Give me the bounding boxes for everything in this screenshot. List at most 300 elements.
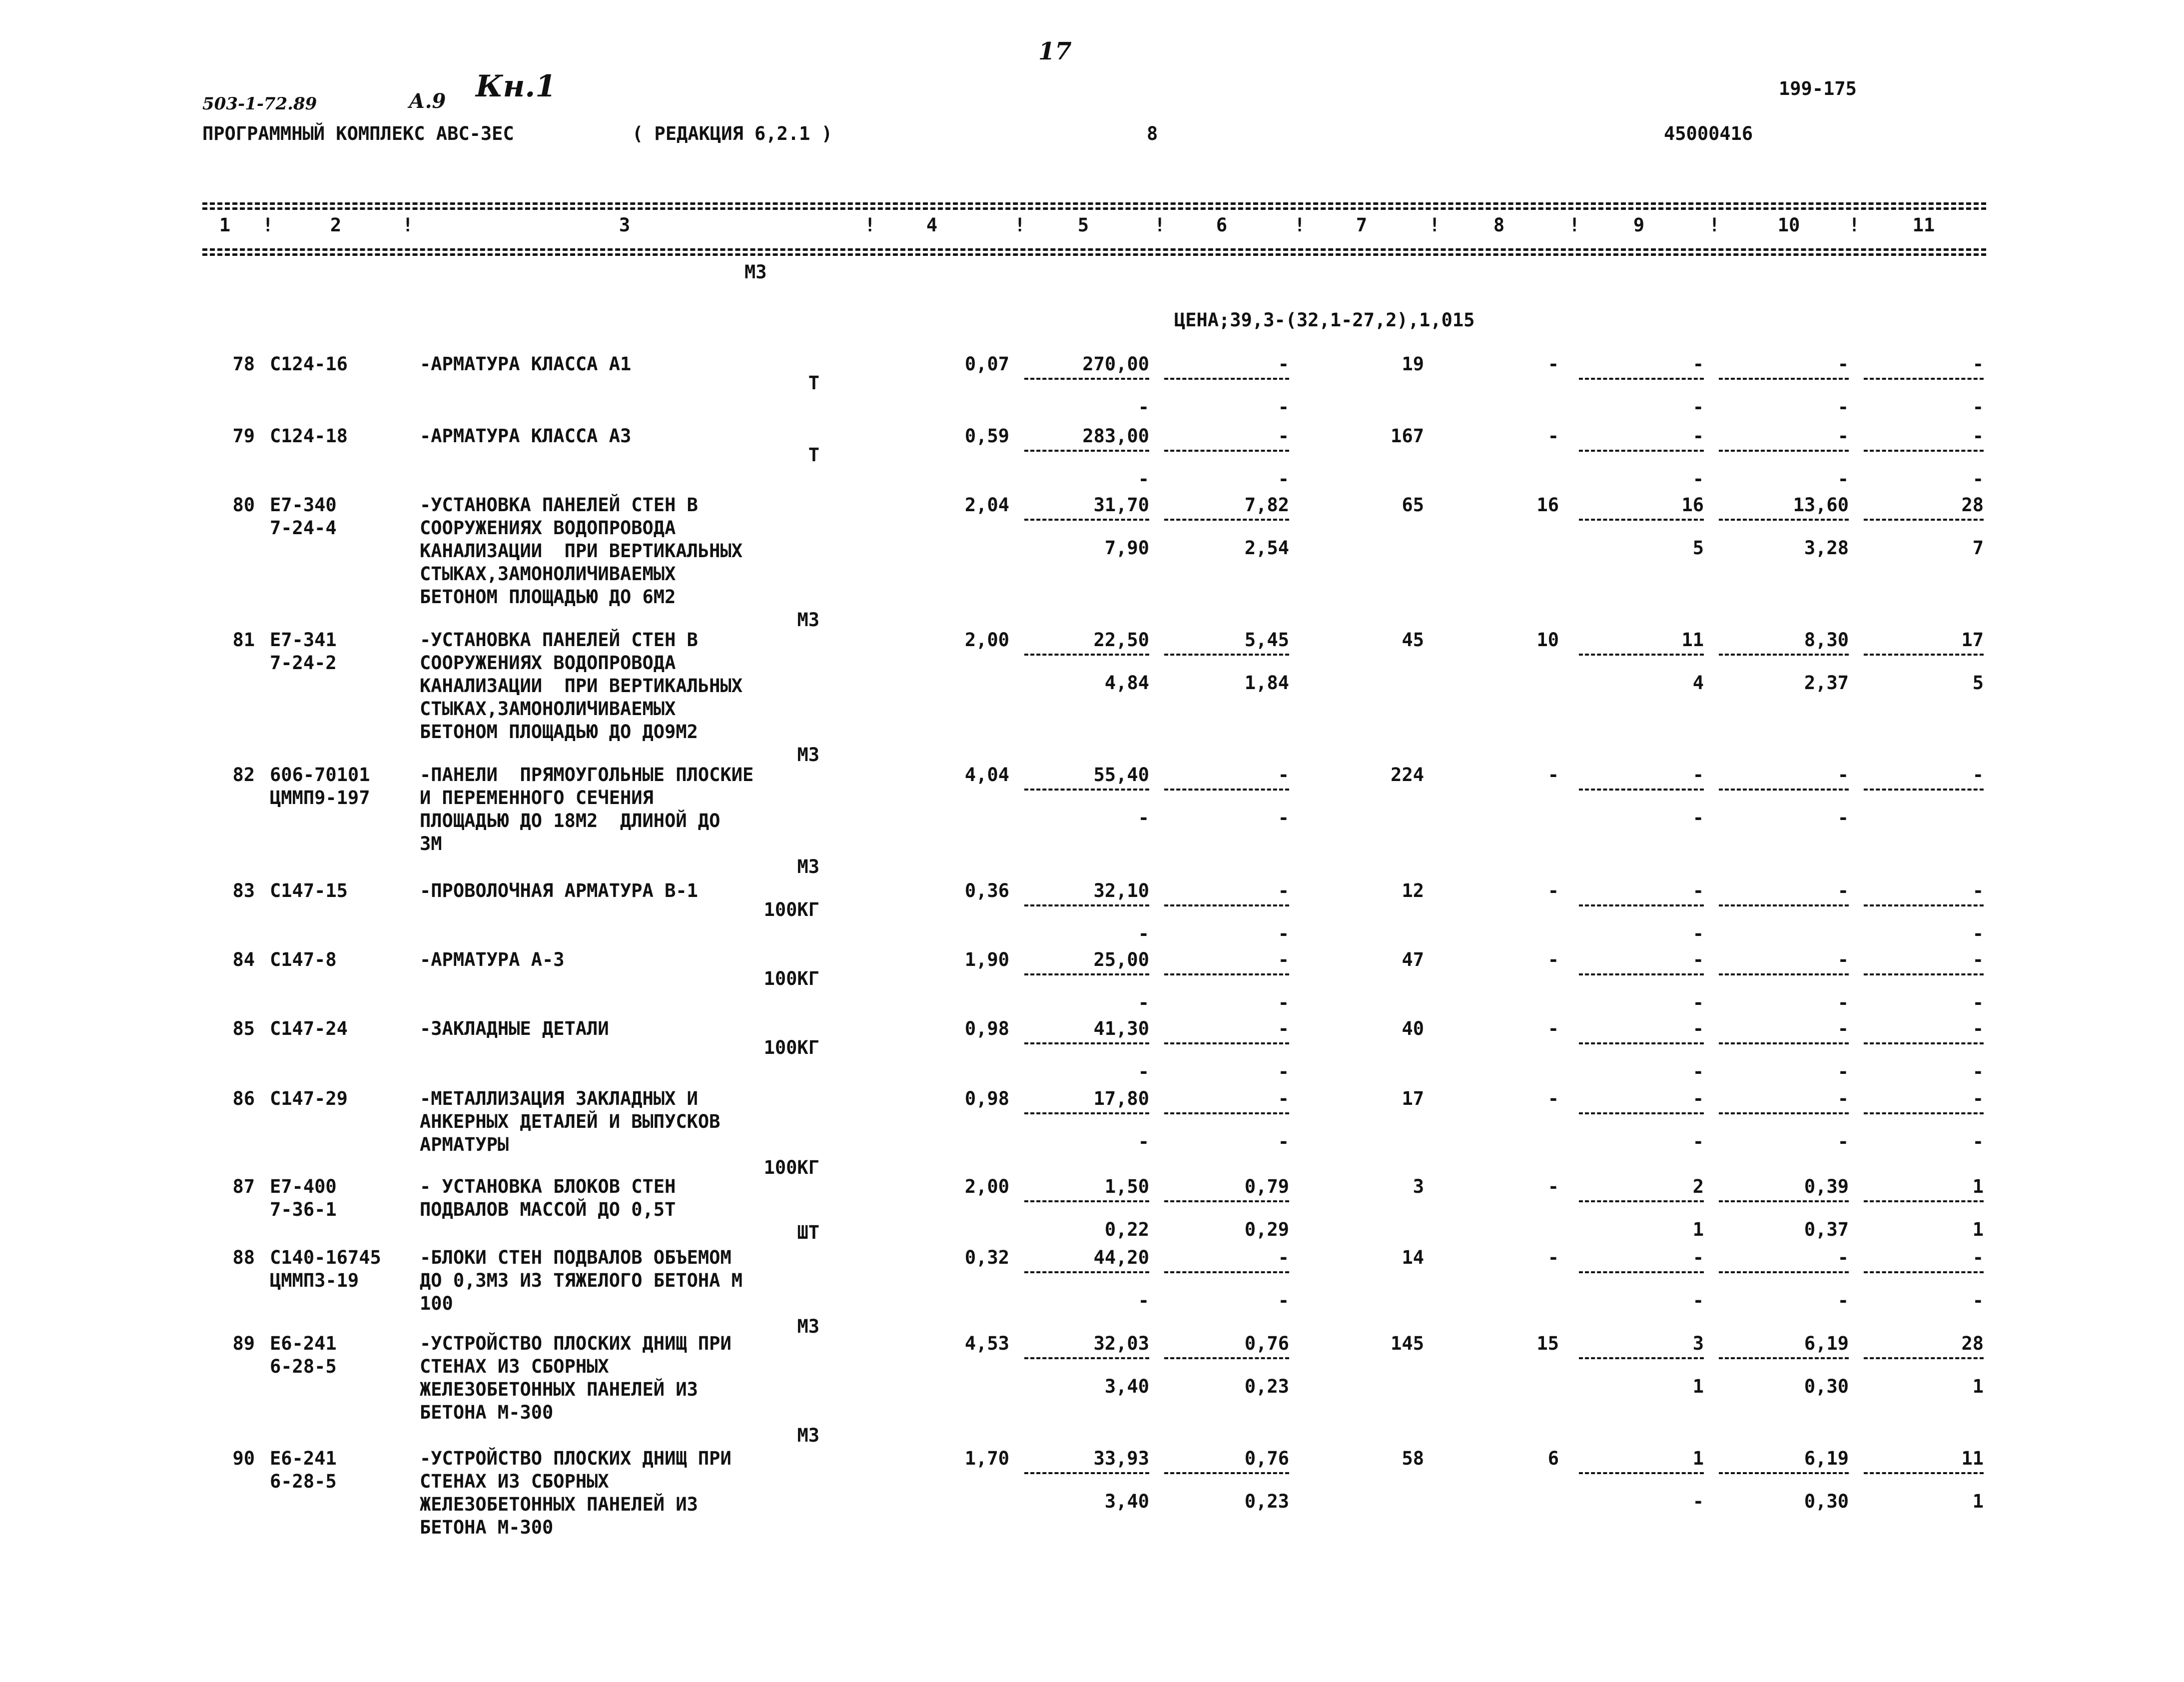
row-labor-unit: 6,19: [1804, 1333, 1849, 1354]
edition-label: ( РЕДАКЦИЯ 6,2.1 ): [632, 123, 832, 144]
fraction-line: [1164, 973, 1289, 975]
row-machine-cost-sub: -: [1692, 992, 1704, 1013]
row-machine-cost-sub: 5: [1692, 537, 1704, 559]
row-labor-total: -: [1972, 353, 1984, 375]
row-labor-unit-sub: -: [1837, 1131, 1849, 1152]
row-number: 78: [232, 353, 255, 375]
row-labor-total-sub: 1: [1972, 1376, 1984, 1397]
fraction-line: [1864, 1112, 1984, 1114]
row-unit: М3: [797, 1425, 819, 1446]
row-unit-price-sub: 3,40: [1104, 1376, 1149, 1397]
fraction-line: [1719, 904, 1849, 906]
row-code: 7-36-1: [270, 1199, 337, 1220]
row-machine-cost-sub: -: [1692, 396, 1704, 418]
row-wage-price: 7,82: [1244, 494, 1289, 516]
row-description: -МЕТАЛЛИЗАЦИЯ ЗАКЛАДНЫХ И: [420, 1088, 698, 1109]
fraction-line: [1579, 1271, 1704, 1273]
row-code: С147-29: [270, 1088, 348, 1109]
row-description: -БЛОКИ СТЕН ПОДВАЛОВ ОБЪЕМОМ: [420, 1247, 731, 1268]
column-header-10: 10: [1777, 214, 1800, 236]
row-code: 6-28-5: [270, 1356, 337, 1377]
row-unit-price-sub: 3,40: [1104, 1491, 1149, 1512]
fraction-line: [1579, 789, 1704, 791]
row-total-cost: 224: [1391, 764, 1424, 786]
row-wage-price-sub: -: [1278, 1061, 1289, 1082]
header-rule-top: [202, 202, 1986, 205]
row-code: ЦММП3-19: [270, 1270, 359, 1291]
row-machine-cost-sub: -: [1692, 923, 1704, 944]
fraction-line: [1719, 378, 1849, 380]
row-total-cost: 145: [1391, 1333, 1424, 1354]
row-labor-unit: -: [1837, 1018, 1849, 1039]
row-wage-price: 0,76: [1244, 1448, 1289, 1469]
column-header-1: 1: [219, 214, 231, 236]
fraction-line: [1164, 1271, 1289, 1273]
row-unit: 100КГ: [763, 1157, 819, 1178]
sheet-number: 8: [1147, 123, 1158, 144]
row-unit-price-sub: -: [1138, 992, 1149, 1013]
row-wage-price-sub: -: [1278, 1290, 1289, 1311]
row-unit-price: 41,30: [1093, 1018, 1149, 1039]
row-machine-cost-sub: -: [1692, 1131, 1704, 1152]
book-label: Кн.1: [476, 69, 556, 104]
column-separator: !: [1709, 214, 1720, 236]
row-total-cost: 40: [1402, 1018, 1424, 1039]
row-code: С140-16745: [270, 1247, 381, 1268]
row-wage-cost: -: [1547, 1088, 1559, 1109]
row-wage-price-sub: 0,29: [1244, 1219, 1289, 1240]
row-unit-price: 270,00: [1082, 353, 1149, 375]
row-wage-cost: -: [1547, 1247, 1559, 1268]
row-labor-total: -: [1972, 949, 1984, 970]
row-total-cost: 19: [1402, 353, 1424, 375]
row-machine-cost-sub: 1: [1692, 1219, 1704, 1240]
row-description: БЕТОНОМ ПЛОЩАДЬЮ ДО 6М2: [420, 586, 676, 608]
column-header-4: 4: [926, 214, 938, 236]
column-header-2: 2: [330, 214, 342, 236]
row-code: С124-18: [270, 425, 348, 447]
fraction-line: [1864, 654, 1984, 656]
row-number: 80: [232, 494, 255, 516]
row-unit-price-sub: -: [1138, 807, 1149, 829]
row-unit-price-sub: 7,90: [1104, 537, 1149, 559]
row-code: С147-24: [270, 1018, 348, 1039]
fraction-line: [1719, 1472, 1849, 1474]
row-code: ЦММП9-197: [270, 787, 370, 809]
fraction-line: [1579, 904, 1704, 906]
top-unit: М3: [744, 261, 767, 283]
row-unit-price-sub: -: [1138, 468, 1149, 490]
row-labor-unit: 0,39: [1804, 1176, 1849, 1197]
row-description: ЖЕЛЕЗОБЕТОННЫХ ПАНЕЛЕЙ ИЗ: [420, 1379, 698, 1400]
fraction-line: [1164, 378, 1289, 380]
row-description: И ПЕРЕМЕННОГО СЕЧЕНИЯ: [420, 787, 654, 809]
fraction-line: [1719, 1042, 1849, 1044]
fraction-line: [1864, 1042, 1984, 1044]
row-unit-price-sub: 0,22: [1104, 1219, 1149, 1240]
row-total-cost: 58: [1402, 1448, 1424, 1469]
row-unit: Т: [808, 444, 819, 466]
row-labor-unit-sub: -: [1837, 1061, 1849, 1082]
row-description: СТЫКАХ,ЗАМОНОЛИЧИВАЕМЫХ: [420, 563, 676, 585]
price-note: ЦЕНА;39,3-(32,1-27,2),1,015: [1174, 309, 1475, 331]
fraction-line: [1024, 1271, 1149, 1273]
row-wage-price-sub: -: [1278, 992, 1289, 1013]
column-separator: !: [1294, 214, 1306, 236]
row-machine-cost-sub: 4: [1692, 672, 1704, 694]
row-description: -УСТРОЙСТВО ПЛОСКИХ ДНИЩ ПРИ: [420, 1333, 731, 1354]
row-labor-unit-sub: 0,30: [1804, 1376, 1849, 1397]
row-machine-cost: -: [1692, 1088, 1704, 1109]
row-machine-cost-sub: -: [1692, 807, 1704, 829]
fraction-line: [1864, 378, 1984, 380]
row-number: 90: [232, 1448, 255, 1469]
row-quantity: 2,00: [964, 1176, 1009, 1197]
row-unit: 100КГ: [763, 899, 819, 920]
row-description: СООРУЖЕНИЯХ ВОДОПРОВОДА: [420, 652, 676, 674]
row-labor-unit: 13,60: [1793, 494, 1849, 516]
row-description: 100: [420, 1293, 453, 1314]
row-quantity: 0,07: [964, 353, 1009, 375]
row-labor-unit: -: [1837, 1247, 1849, 1268]
row-number: 88: [232, 1247, 255, 1268]
row-number: 83: [232, 880, 255, 901]
row-quantity: 1,70: [964, 1448, 1009, 1469]
fraction-line: [1579, 1112, 1704, 1114]
row-wage-price-sub: 2,54: [1244, 537, 1289, 559]
row-description: БЕТОНА М-300: [420, 1402, 554, 1423]
row-labor-unit-sub: -: [1837, 396, 1849, 418]
row-labor-total: 28: [1961, 1333, 1984, 1354]
row-labor-unit-sub: -: [1837, 992, 1849, 1013]
row-labor-total: 11: [1961, 1448, 1984, 1469]
row-code: Е7-341: [270, 629, 337, 651]
row-code: С147-15: [270, 880, 348, 901]
fraction-line: [1164, 1357, 1289, 1359]
row-total-cost: 65: [1402, 494, 1424, 516]
row-description: -УСТРОЙСТВО ПЛОСКИХ ДНИЩ ПРИ: [420, 1448, 731, 1469]
row-description: КАНАЛИЗАЦИИ ПРИ ВЕРТИКАЛЬНЫХ: [420, 540, 743, 562]
doc-code: 503-1-72.89: [202, 94, 317, 114]
fraction-line: [1719, 450, 1849, 452]
row-machine-cost-sub: -: [1692, 1061, 1704, 1082]
row-labor-unit-sub: -: [1837, 468, 1849, 490]
row-total-cost: 47: [1402, 949, 1424, 970]
row-machine-cost: 1: [1692, 1448, 1704, 1469]
row-description: - УСТАНОВКА БЛОКОВ СТЕН: [420, 1176, 676, 1197]
row-wage-price: -: [1278, 353, 1289, 375]
row-description: ЖЕЛЕЗОБЕТОННЫХ ПАНЕЛЕЙ ИЗ: [420, 1494, 698, 1515]
row-wage-price: -: [1278, 764, 1289, 786]
row-machine-cost: 3: [1692, 1333, 1704, 1354]
row-unit-price-sub: -: [1138, 923, 1149, 944]
row-labor-unit-sub: -: [1837, 1290, 1849, 1311]
row-unit: М3: [797, 1316, 819, 1337]
row-labor-total-sub: 1: [1972, 1219, 1984, 1240]
row-unit-price: 44,20: [1093, 1247, 1149, 1268]
row-total-cost: 12: [1402, 880, 1424, 901]
row-wage-price-sub: -: [1278, 1131, 1289, 1152]
page-mark: 17: [1038, 37, 1072, 65]
row-labor-total: -: [1972, 1088, 1984, 1109]
row-unit-price-sub: -: [1138, 396, 1149, 418]
row-code: С124-16: [270, 353, 348, 375]
fraction-line: [1579, 1042, 1704, 1044]
column-separator: !: [1429, 214, 1441, 236]
row-description: СТЕНАХ ИЗ СБОРНЫХ: [420, 1356, 609, 1377]
row-description: БЕТОНОМ ПЛОЩАДЬЮ ДО ДО9М2: [420, 721, 698, 743]
row-labor-unit-sub: 3,28: [1804, 537, 1849, 559]
fraction-line: [1024, 1042, 1149, 1044]
row-machine-cost: -: [1692, 949, 1704, 970]
fraction-line: [1864, 450, 1984, 452]
row-code: Е6-241: [270, 1448, 337, 1469]
row-code: Е7-400: [270, 1176, 337, 1197]
fraction-line: [1024, 904, 1149, 906]
row-total-cost: 14: [1402, 1247, 1424, 1268]
row-machine-cost: 2: [1692, 1176, 1704, 1197]
row-labor-total: -: [1972, 764, 1984, 786]
row-wage-price: 0,76: [1244, 1333, 1289, 1354]
fraction-line: [1864, 1200, 1984, 1202]
row-code: 606-70101: [270, 764, 370, 786]
fraction-line: [1164, 450, 1289, 452]
row-labor-total-sub: -: [1972, 396, 1984, 418]
row-code: Е7-340: [270, 494, 337, 516]
row-description: КАНАЛИЗАЦИИ ПРИ ВЕРТИКАЛЬНЫХ: [420, 675, 743, 697]
row-wage-price-sub: -: [1278, 396, 1289, 418]
fraction-line: [1024, 378, 1149, 380]
row-wage-price-sub: 0,23: [1244, 1376, 1289, 1397]
row-wage-price: -: [1278, 1088, 1289, 1109]
row-number: 85: [232, 1018, 255, 1039]
column-header-8: 8: [1493, 214, 1505, 236]
header-rule-bottom: [202, 248, 1986, 251]
column-separator: !: [864, 214, 876, 236]
row-wage-cost: -: [1547, 353, 1559, 375]
column-separator: !: [1154, 214, 1166, 236]
column-separator: !: [1014, 214, 1026, 236]
row-labor-total-sub: -: [1972, 1061, 1984, 1082]
row-wage-price: 0,79: [1244, 1176, 1289, 1197]
row-labor-total: -: [1972, 1018, 1984, 1039]
fraction-line: [1864, 519, 1984, 521]
row-labor-unit: -: [1837, 353, 1849, 375]
fraction-line: [1024, 519, 1149, 521]
fraction-line: [1579, 1472, 1704, 1474]
row-description: -УСТАНОВКА ПАНЕЛЕЙ СТЕН В: [420, 494, 698, 516]
row-unit: М3: [797, 744, 819, 766]
row-number: 81: [232, 629, 255, 651]
fraction-line: [1164, 789, 1289, 791]
row-labor-total: -: [1972, 1247, 1984, 1268]
fraction-line: [1024, 1357, 1149, 1359]
code-number: 45000416: [1664, 123, 1753, 144]
row-quantity: 0,36: [964, 880, 1009, 901]
row-labor-unit: 8,30: [1804, 629, 1849, 651]
row-quantity: 2,00: [964, 629, 1009, 651]
row-code: 7-24-2: [270, 652, 337, 674]
column-header-9: 9: [1633, 214, 1645, 236]
row-unit-price: 55,40: [1093, 764, 1149, 786]
fraction-line: [1579, 1200, 1704, 1202]
row-number: 89: [232, 1333, 255, 1354]
row-machine-cost: 11: [1681, 629, 1704, 651]
row-description: СТЫКАХ,ЗАМОНОЛИЧИВАЕМЫХ: [420, 698, 676, 720]
row-wage-price-sub: -: [1278, 923, 1289, 944]
row-labor-total: 17: [1961, 629, 1984, 651]
row-labor-total: -: [1972, 880, 1984, 901]
row-description: -АРМАТУРА КЛАССА А3: [420, 425, 632, 447]
program-title: ПРОГРАММНЫЙ КОМПЛЕКС АВС-3ЕС: [202, 123, 514, 144]
row-wage-price: -: [1278, 425, 1289, 447]
fraction-line: [1164, 1112, 1289, 1114]
row-unit-price-sub: 4,84: [1104, 672, 1149, 694]
header-rule-bottom-2: [202, 253, 1986, 256]
row-machine-cost: -: [1692, 880, 1704, 901]
row-machine-cost-sub: -: [1692, 1290, 1704, 1311]
row-wage-cost: 10: [1536, 629, 1559, 651]
row-labor-total-sub: 7: [1972, 537, 1984, 559]
column-header-3: 3: [619, 214, 631, 236]
row-wage-cost: -: [1547, 949, 1559, 970]
row-unit-price-sub: -: [1138, 1131, 1149, 1152]
header-rule-top-2: [202, 207, 1986, 210]
row-unit-price: 32,10: [1093, 880, 1149, 901]
fraction-line: [1719, 519, 1849, 521]
row-code: С147-8: [270, 949, 337, 970]
row-labor-total-sub: -: [1972, 468, 1984, 490]
row-machine-cost: -: [1692, 1018, 1704, 1039]
row-total-cost: 3: [1413, 1176, 1424, 1197]
row-labor-unit: -: [1837, 880, 1849, 901]
row-unit-price: 283,00: [1082, 425, 1149, 447]
row-labor-total: 1: [1972, 1176, 1984, 1197]
row-quantity: 0,59: [964, 425, 1009, 447]
row-wage-cost: 15: [1536, 1333, 1559, 1354]
column-separator: !: [1569, 214, 1580, 236]
row-wage-price-sub: 0,23: [1244, 1491, 1289, 1512]
fraction-line: [1164, 654, 1289, 656]
row-code: 6-28-5: [270, 1471, 337, 1492]
fraction-line: [1864, 904, 1984, 906]
column-header-11: 11: [1912, 214, 1935, 236]
row-labor-unit-sub: -: [1837, 807, 1849, 829]
row-labor-unit: 6,19: [1804, 1448, 1849, 1469]
row-wage-cost: -: [1547, 764, 1559, 786]
fraction-line: [1864, 1357, 1984, 1359]
row-labor-total-sub: -: [1972, 992, 1984, 1013]
fraction-line: [1024, 1472, 1149, 1474]
row-machine-cost: -: [1692, 1247, 1704, 1268]
row-machine-cost-sub: 1: [1692, 1376, 1704, 1397]
fraction-line: [1719, 789, 1849, 791]
row-quantity: 0,32: [964, 1247, 1009, 1268]
fraction-line: [1579, 519, 1704, 521]
row-unit: М3: [797, 856, 819, 877]
row-wage-cost: -: [1547, 425, 1559, 447]
row-labor-unit: -: [1837, 764, 1849, 786]
fraction-line: [1024, 450, 1149, 452]
row-unit: М3: [797, 609, 819, 631]
row-code: Е6-241: [270, 1333, 337, 1354]
row-unit-price: 33,93: [1093, 1448, 1149, 1469]
column-separator: !: [262, 214, 274, 236]
row-description: ПЛОЩАДЬЮ ДО 18М2 ДЛИНОЙ ДО: [420, 810, 721, 832]
fraction-line: [1024, 1200, 1149, 1202]
row-labor-total-sub: 1: [1972, 1491, 1984, 1512]
row-wage-price-sub: -: [1278, 468, 1289, 490]
row-machine-cost: -: [1692, 353, 1704, 375]
fraction-line: [1579, 1357, 1704, 1359]
row-total-cost: 45: [1402, 629, 1424, 651]
row-total-cost: 167: [1391, 425, 1424, 447]
row-quantity: 2,04: [964, 494, 1009, 516]
fraction-line: [1864, 1271, 1984, 1273]
row-description: ДО 0,3М3 ИЗ ТЯЖЕЛОГО БЕТОНА М: [420, 1270, 743, 1291]
fraction-line: [1024, 654, 1149, 656]
fraction-line: [1579, 378, 1704, 380]
fraction-line: [1164, 1472, 1289, 1474]
row-description: -АРМАТУРА КЛАССА А1: [420, 353, 632, 375]
fraction-line: [1719, 1271, 1849, 1273]
row-number: 82: [232, 764, 255, 786]
row-wage-price: -: [1278, 949, 1289, 970]
code-top: 199-175: [1779, 78, 1857, 99]
row-description: -ПРОВОЛОЧНАЯ АРМАТУРА В-1: [420, 880, 698, 901]
row-number: 79: [232, 425, 255, 447]
fraction-line: [1164, 519, 1289, 521]
row-description: -УСТАНОВКА ПАНЕЛЕЙ СТЕН В: [420, 629, 698, 651]
row-wage-cost: 6: [1547, 1448, 1559, 1469]
album-label: А.9: [409, 89, 446, 113]
row-number: 86: [232, 1088, 255, 1109]
fraction-line: [1719, 973, 1849, 975]
row-unit-price: 32,03: [1093, 1333, 1149, 1354]
row-wage-cost: -: [1547, 1018, 1559, 1039]
fraction-line: [1864, 1472, 1984, 1474]
row-machine-cost: -: [1692, 425, 1704, 447]
row-wage-price: -: [1278, 880, 1289, 901]
row-description: СТЕНАХ ИЗ СБОРНЫХ: [420, 1471, 609, 1492]
column-separator: !: [402, 214, 414, 236]
column-header-5: 5: [1077, 214, 1089, 236]
row-description: ПОДВАЛОВ МАССОЙ ДО 0,5Т: [420, 1199, 676, 1220]
row-unit-price: 17,80: [1093, 1088, 1149, 1109]
row-wage-price-sub: 1,84: [1244, 672, 1289, 694]
fraction-line: [1579, 973, 1704, 975]
fraction-line: [1719, 1357, 1849, 1359]
row-labor-total-sub: 5: [1972, 672, 1984, 694]
row-wage-price: -: [1278, 1018, 1289, 1039]
row-labor-total-sub: -: [1972, 1131, 1984, 1152]
row-machine-cost: 16: [1681, 494, 1704, 516]
column-header-7: 7: [1356, 214, 1368, 236]
fraction-line: [1719, 1112, 1849, 1114]
row-description: -АРМАТУРА А-3: [420, 949, 565, 970]
row-description: БЕТОНА М-300: [420, 1517, 554, 1538]
row-description: 3М: [420, 833, 442, 854]
row-labor-total-sub: -: [1972, 923, 1984, 944]
row-unit: 100КГ: [763, 1037, 819, 1058]
fraction-line: [1024, 973, 1149, 975]
row-number: 87: [232, 1176, 255, 1197]
row-labor-total: -: [1972, 425, 1984, 447]
row-quantity: 0,98: [964, 1088, 1009, 1109]
row-quantity: 4,53: [964, 1333, 1009, 1354]
fraction-line: [1579, 450, 1704, 452]
row-number: 84: [232, 949, 255, 970]
